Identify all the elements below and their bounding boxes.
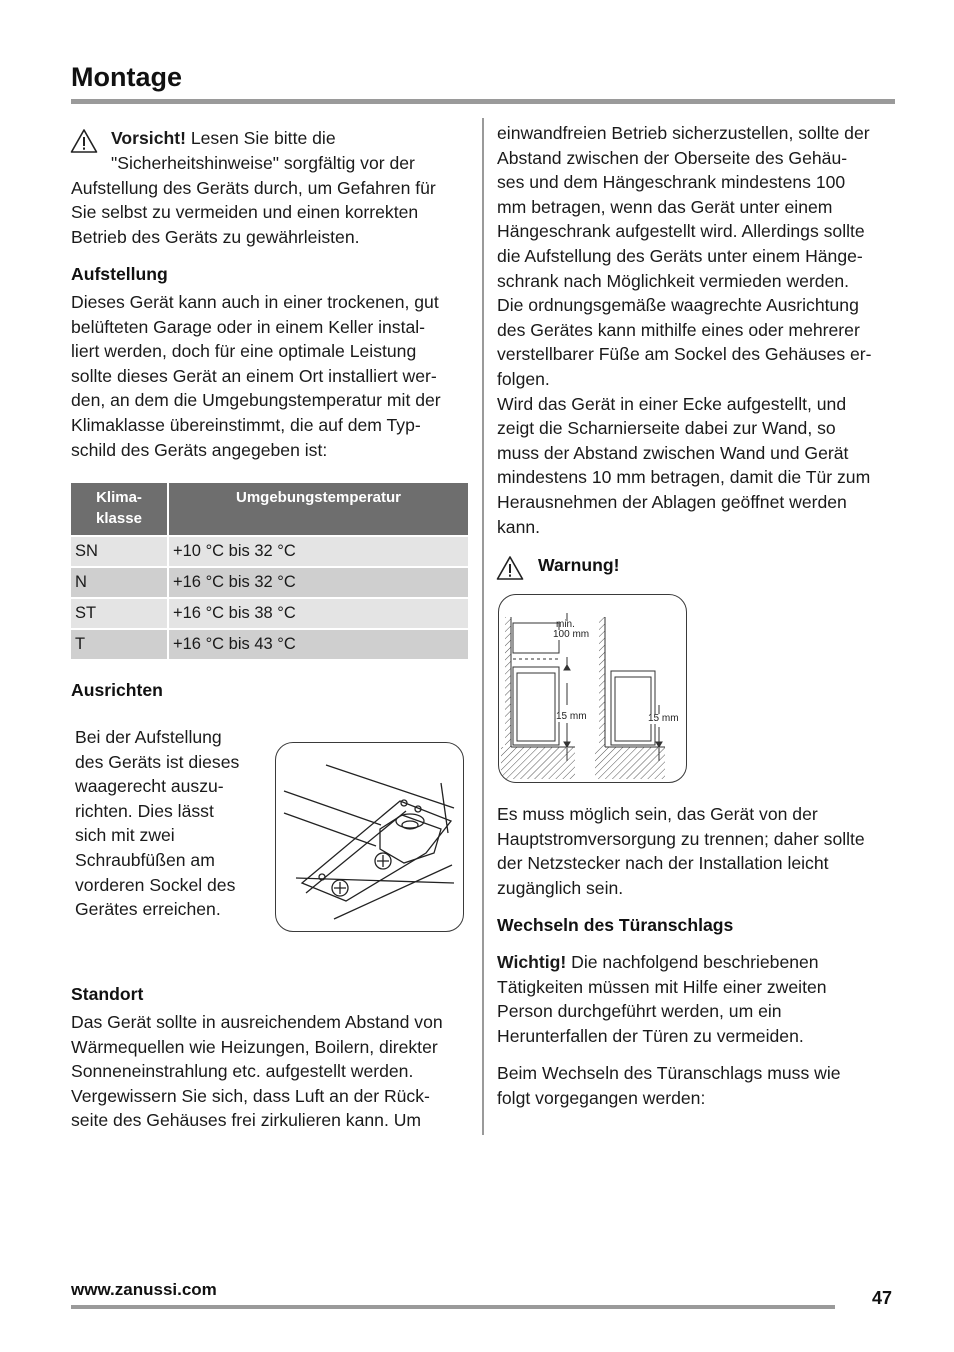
standort-cont-line: einwandfreien Betrieb sicherzustellen, sollte der	[497, 123, 870, 143]
caution-label: Vorsicht!	[111, 128, 186, 148]
standort-cont-line: Herausnehmen der Ablagen geöffnet werden	[497, 491, 847, 512]
table-cell-temperature: +16 °C bis 43 °C	[168, 629, 468, 659]
ausrichten-paragraph	[75, 725, 270, 922]
standort-cont-line: zeigt die Scharnierseite dabei zur Wand, so	[497, 418, 836, 439]
important-line: Tätigkeiten müssen mit Hilfe einer zweiten	[497, 976, 827, 997]
aufstellung-line: den, an dem die Umgebungstemperatur mit der	[71, 390, 441, 411]
table-cell-class: SN	[71, 536, 168, 567]
page-number: 47	[872, 1288, 893, 1308]
ausrichten-line: sich mit zwei	[75, 825, 175, 846]
aufstellung-line: sollte dieses Gerät an einem Ort installiert wer-	[71, 365, 437, 386]
standort-cont-line: ses und dem Hängeschrank mindestens 100	[497, 172, 846, 193]
door-reversal-heading: Wechseln des Türanschlags	[497, 915, 734, 935]
caution-line: Aufstellung des Geräts durch, um Gefahren für	[71, 177, 436, 198]
footer-url: www.zanussi.com	[71, 1280, 217, 1299]
table-row	[71, 629, 468, 659]
table-cell-temperature: +16 °C bis 38 °C	[168, 598, 468, 629]
leveling-foot-illustration	[275, 742, 464, 932]
footer-rule	[71, 1305, 835, 1309]
power-line: Es muss möglich sein, das Gerät von der	[497, 804, 818, 824]
power-line: der Netzstecker nach der Installation leicht	[497, 853, 829, 874]
table-header-class: Klima- klasse	[71, 483, 168, 536]
table-row	[71, 536, 468, 567]
caution-paragraph	[71, 151, 471, 249]
ausrichten-line: waagerecht auszu-	[75, 776, 224, 797]
power-line: Hauptstromversorgung zu trennen; daher sollte	[497, 828, 865, 849]
standort-line: Vergewissern Sie sich, dass Luft an der Rück-	[71, 1085, 430, 1106]
table-cell-temperature: +16 °C bis 32 °C	[168, 567, 468, 598]
standort-line: Sonneneinstrahlung etc. aufgestellt werden.	[71, 1061, 414, 1082]
standort-line: Wärmequellen wie Heizungen, Boilern, direkter	[71, 1036, 438, 1057]
caution-line: Betrieb des Geräts zu gewährleisten.	[71, 226, 360, 247]
caution-line: Sie selbst zu vermeiden und einen korrekten	[71, 202, 419, 223]
climate-class-table	[71, 483, 468, 659]
caution-first-line	[111, 126, 471, 151]
door-line: Beim Wechseln des Türanschlags muss wie	[497, 1063, 841, 1083]
standort-line: seite des Gehäuses frei zirkulieren kann. Um	[71, 1110, 422, 1131]
standort-cont-line: des Gerätes kann mithilfe eines oder mehrerer	[497, 319, 860, 340]
gap-left-label: 15 mm	[556, 711, 587, 722]
door-line: folgt vorgegangen werden:	[497, 1087, 706, 1108]
table-cell-class: N	[71, 567, 168, 598]
aufstellung-heading: Aufstellung	[71, 264, 168, 284]
standort-cont-line: Wird das Gerät in einer Ecke aufgestellt, und	[497, 393, 847, 414]
aufstellung-line: belüfteten Garage oder in einem Keller instal-	[71, 316, 426, 337]
important-line-1: Die nachfolgend beschriebenen	[566, 952, 819, 972]
standort-cont-line: die Aufstellung des Geräts unter einem Hänge-	[497, 245, 863, 266]
aufstellung-line: liert werden, doch für eine optimale Leistung	[71, 341, 417, 362]
important-line: Person durchgeführt werden, um ein	[497, 1001, 782, 1022]
clearance-diagram	[498, 594, 687, 783]
gap-right-label: 15 mm	[648, 713, 679, 724]
standort-paragraph	[71, 1010, 481, 1133]
standort-cont-line: mindestens 10 mm betragen, damit die Tür zum	[497, 467, 871, 488]
table-cell-class: ST	[71, 598, 168, 629]
aufstellung-line: schild des Geräts angegeben ist:	[71, 439, 328, 460]
clearance-drawing	[499, 595, 686, 782]
aufstellung-line: Dieses Gerät kann auch in einer trockenen, gut	[71, 292, 439, 312]
aufstellung-line: Klimaklasse übereinstimmt, die auf dem Typ-	[71, 414, 421, 435]
door-procedure-paragraph	[497, 1061, 907, 1110]
caution-line: "Sicherheitshinweise" sorgfältig vor der	[111, 153, 415, 173]
standort-continued-paragraph	[497, 121, 907, 539]
min-clearance-label: min.	[556, 619, 575, 630]
page-title: Montage	[71, 62, 182, 92]
standort-cont-line: schrank nach Möglichkeit vermieden werden.	[497, 270, 850, 291]
power-paragraph	[497, 802, 907, 900]
important-line: Herunterfallen der Türen zu vermeiden.	[497, 1025, 804, 1046]
standort-cont-line: kann.	[497, 516, 541, 537]
standort-cont-line: verstellbarer Füße am Sockel des Gehäuses er-	[497, 344, 872, 365]
important-label: Wichtig!	[497, 952, 567, 972]
ausrichten-line: Gerätes erreichen.	[75, 899, 221, 920]
table-header-row	[71, 483, 468, 536]
standort-line: Das Gerät sollte in ausreichendem Abstand von	[71, 1012, 443, 1032]
important-paragraph	[497, 950, 907, 1048]
warning-label: Warnung!	[538, 555, 620, 575]
min-clearance-value: 100 mm	[553, 629, 590, 640]
standort-cont-line: Abstand zwischen der Oberseite des Gehäu-	[497, 147, 848, 168]
title-rule	[71, 99, 895, 104]
table-row	[71, 567, 468, 598]
caution-line-1: Lesen Sie bitte die	[185, 128, 336, 148]
ausrichten-line: richten. Dies lässt	[75, 800, 214, 821]
leveling-foot-drawing	[276, 743, 463, 931]
warning-icon	[496, 555, 524, 581]
standort-cont-line: muss der Abstand zwischen Wand und Gerät	[497, 442, 849, 463]
table-row	[71, 598, 468, 629]
important-first-line	[497, 950, 907, 975]
standort-cont-line: folgen.	[497, 368, 550, 389]
ausrichten-line: vorderen Sockel des	[75, 874, 236, 895]
table-header-temperature: Umgebungstemperatur	[168, 483, 468, 536]
ausrichten-line: des Geräts ist dieses	[75, 751, 240, 772]
table-cell-temperature: +10 °C bis 32 °C	[168, 536, 468, 567]
ausrichten-heading: Ausrichten	[71, 680, 163, 700]
table-cell-class: T	[71, 629, 168, 659]
power-line: zugänglich sein.	[497, 877, 624, 898]
ausrichten-line: Bei der Aufstellung	[75, 727, 222, 747]
ausrichten-line: Schraubfüßen am	[75, 849, 215, 870]
standort-cont-line: Die ordnungsgemäße waagrechte Ausrichtung	[497, 295, 859, 316]
standort-heading: Standort	[71, 984, 144, 1004]
standort-cont-line: mm betragen, wenn das Gerät unter einem	[497, 196, 833, 217]
standort-cont-line: Hängeschrank aufgestellt wird. Allerdings sollte	[497, 221, 865, 242]
column-divider	[482, 118, 484, 1135]
aufstellung-paragraph	[71, 290, 481, 462]
